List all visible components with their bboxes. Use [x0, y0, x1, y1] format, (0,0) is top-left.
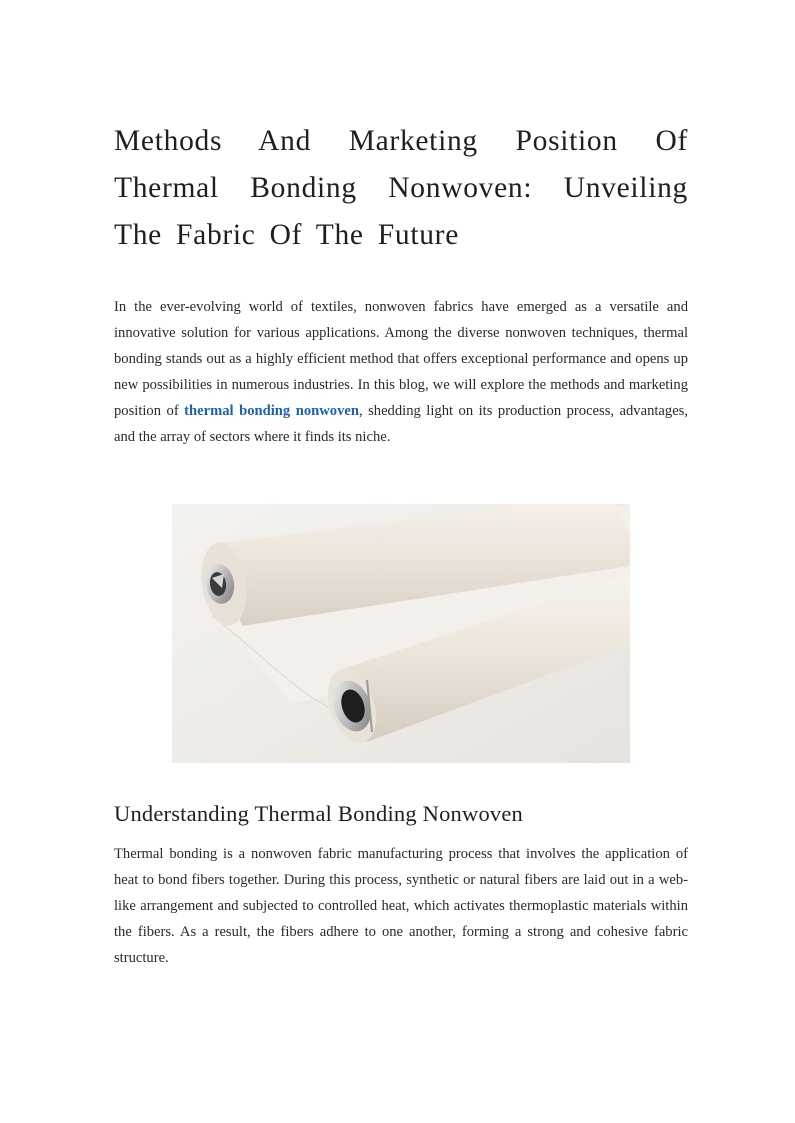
- section-paragraph: Thermal bonding is a nonwoven fabric manufacturing process that involves the application of heat to bond fibers together. During this process, synthetic or natural fibers are laid out in a web-like arrangement and subjected to controlled heat, which activates thermoplastic materials within the fibers. As a result, the fibers adhere to one another, forming a strong and cohesive fabric structure.: [114, 846, 688, 966]
- intro-text-after-link: , shedding light on its production process, advantages, and the array of sectors where it finds its niche.: [114, 402, 689, 445]
- intro-paragraph: [114, 295, 688, 450]
- page-title: Methods And Marketing Position Of Thermal Bonding Nonwoven: Unveiling The Fabric Of The Future: [114, 125, 688, 251]
- thermal-bonding-nonwoven-link[interactable]: thermal bonding nonwoven: [184, 402, 359, 419]
- nonwoven-rolls-image: [172, 504, 630, 763]
- section-heading: Understanding Thermal Bonding Nonwoven: [114, 801, 523, 826]
- intro-text-before-link: In the ever-evolving world of textiles, nonwoven fabrics have emerged as a versatile and innovative solution for various applications. Among the diverse nonwoven techniques, thermal bonding stands out as a highly efficient method that offers exceptional performance and opens up new possibilities in numerous industries. In this blog, we will explore the methods and marketing position of: [114, 299, 688, 419]
